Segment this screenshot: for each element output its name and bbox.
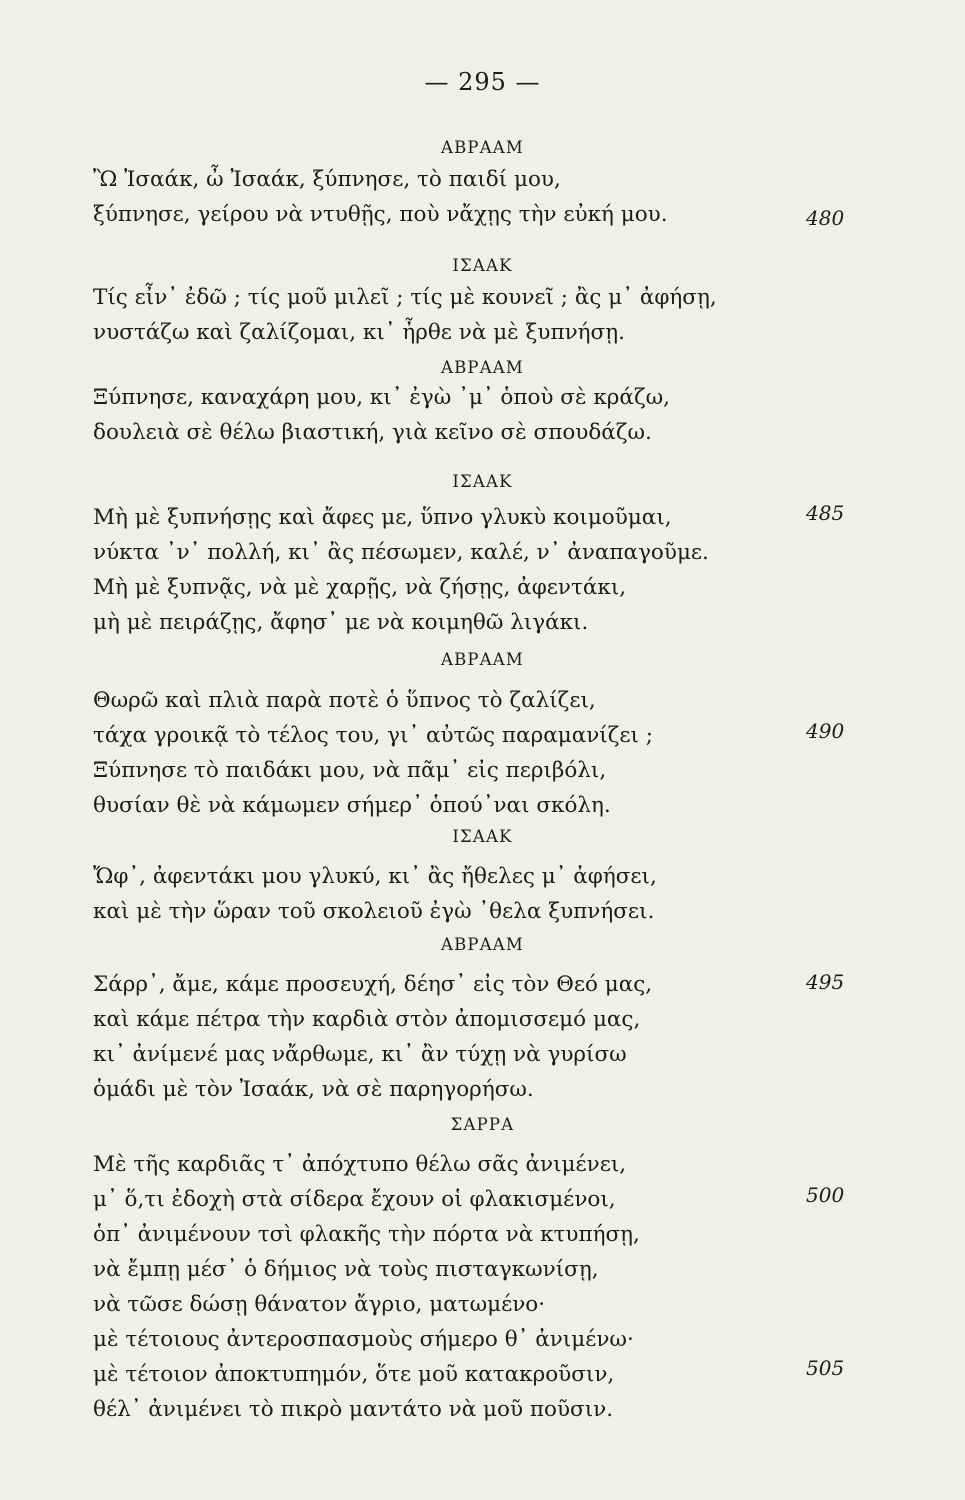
verse-line: καὶ κάμε πέτρα τὴν καρδιὰ στὸν ἀπομισσεμό μας, <box>93 1007 641 1032</box>
verse-line: Μὴ μὲ ξυπνᾷς, νὰ μὲ χαρῇς, νὰ ζήσῃς, ἀφεντάκι, <box>93 575 627 600</box>
speaker-heading: ΑΒΡΑΑΜ <box>440 358 525 377</box>
verse-line: Θωρῶ καὶ πλιὰ παρὰ ποτὲ ὁ ὕπνος τὸ ζαλίζει, <box>93 688 596 713</box>
line-number: 485 <box>806 501 845 525</box>
verse-line: τάχα γροικᾷ τὸ τέλος του, γι᾽ αὐτῶς παραμανίζει ; <box>93 723 654 748</box>
verse-line: μὴ μὲ πειράζῃς, ἄφησ᾽ με νὰ κοιμηθῶ λιγάκι. <box>93 610 589 635</box>
verse-line: ὁμάδι μὲ τὸν Ἰσαάκ, νὰ σὲ παρηγορήσω. <box>93 1077 534 1102</box>
verse-line: καὶ μὲ τὴν ὥραν τοῦ σκολειοῦ ἐγὼ ᾽θελα ξυπνήσει. <box>93 899 655 924</box>
speaker-heading: ΙΣΑΑΚ <box>452 827 513 846</box>
verse-line: νὰ ἔμπῃ μέσ᾽ ὁ δήμιος νὰ τοὺς πισταγκωνίσῃ, <box>93 1257 599 1282</box>
line-number: 480 <box>806 206 845 230</box>
verse-line: Σάρρ᾽, ἄμε, κάμε προσευχή, δέησ᾽ εἰς τὸν Θεό μας, <box>93 972 653 997</box>
speaker-heading: ΙΣΑΑΚ <box>452 472 513 491</box>
page-number: — 295 — <box>424 68 541 96</box>
speaker-heading: ΙΣΑΑΚ <box>452 256 513 275</box>
speaker-heading: ΣΑΡΡΑ <box>450 1115 515 1134</box>
verse-line: μ᾽ ὅ,τι ἐδοχὴ στὰ σίδερα ἔχουν οἱ φλακισμένοι, <box>93 1187 616 1212</box>
verse-line: ξύπνησε, γείρου νὰ ντυθῇς, ποὺ νἄχῃς τὴν εὐκή μου. <box>93 202 668 227</box>
verse-line: μὲ τέτοιον ἀποκτυπημόν, ὅτε μοῦ κατακροῦσιν, <box>93 1362 615 1387</box>
line-number: 500 <box>806 1183 845 1207</box>
verse-line: Ὢ Ἰσαάκ, ὦ Ἰσαάκ, ξύπνησε, τὸ παιδί μου, <box>93 167 561 192</box>
line-number: 490 <box>806 719 845 743</box>
verse-line: θέλ᾽ ἀνιμένει τὸ πικρὸ μαντάτο νὰ μοῦ ποῦσιν. <box>93 1397 614 1422</box>
speaker-heading: ΑΒΡΑΑΜ <box>440 138 525 157</box>
verse-line: νὰ τῶσε δώσῃ θάνατον ἄγριο, ματωμένο· <box>93 1292 546 1317</box>
speaker-heading: ΑΒΡΑΑΜ <box>440 650 525 669</box>
verse-line: κι᾽ ἀνίμενέ μας νἄρθωμε, κι᾽ ἂν τύχῃ νὰ γυρίσω <box>93 1042 627 1067</box>
verse-line: ὁπ᾽ ἀνιμένουν τσὶ φλακῆς τὴν πόρτα νὰ κτυπήσῃ, <box>93 1222 640 1247</box>
line-number: 505 <box>806 1356 845 1380</box>
verse-line: Μὲ τῆς καρδιᾶς τ᾽ ἀπόχτυπο θέλω σᾶς ἀνιμένει, <box>93 1152 627 1177</box>
verse-line: Τίς εἶν᾽ ἐδῶ ; τίς μοῦ μιλεῖ ; τίς μὲ κουνεῖ ; ἂς μ᾽ ἀφήσῃ, <box>93 285 717 310</box>
verse-line: μὲ τέτοιους ἀντεροσπασμοὺς σήμερο θ᾽ ἀνιμένω· <box>93 1327 634 1352</box>
verse-line: νυστάζω καὶ ζαλίζομαι, κι᾽ ἦρθε νὰ μὲ ξυπνήσῃ. <box>93 320 625 345</box>
verse-line: δουλειὰ σὲ θέλω βιαστική, γιὰ κεῖνο σὲ σπουδάζω. <box>93 420 652 445</box>
verse-line: Ξύπνησε τὸ παιδάκι μου, νὰ πᾶμ᾽ εἰς περιβόλι, <box>93 758 607 783</box>
line-number: 495 <box>806 970 845 994</box>
verse-line: θυσίαν θὲ νὰ κάμωμεν σήμερ᾽ ὁπού᾽ναι σκόλη. <box>93 793 611 818</box>
speaker-heading: ΑΒΡΑΑΜ <box>440 935 525 954</box>
verse-line: Ξύπνησε, καναχάρη μου, κι᾽ ἐγὼ ᾽μ᾽ ὁποὺ σὲ κράζω, <box>93 385 670 410</box>
verse-line: νύκτα ᾽ν᾽ πολλή, κι᾽ ἂς πέσωμεν, καλέ, ν᾽ ἀναπαγοῦμε. <box>93 540 709 565</box>
verse-line: Μὴ μὲ ξυπνήσῃς καὶ ἄφες με, ὕπνο γλυκὺ κοιμοῦμαι, <box>93 505 672 530</box>
verse-line: Ὤφ᾽, ἀφεντάκι μου γλυκύ, κι᾽ ἂς ἤθελες μ᾽ ἀφήσει, <box>93 864 657 889</box>
